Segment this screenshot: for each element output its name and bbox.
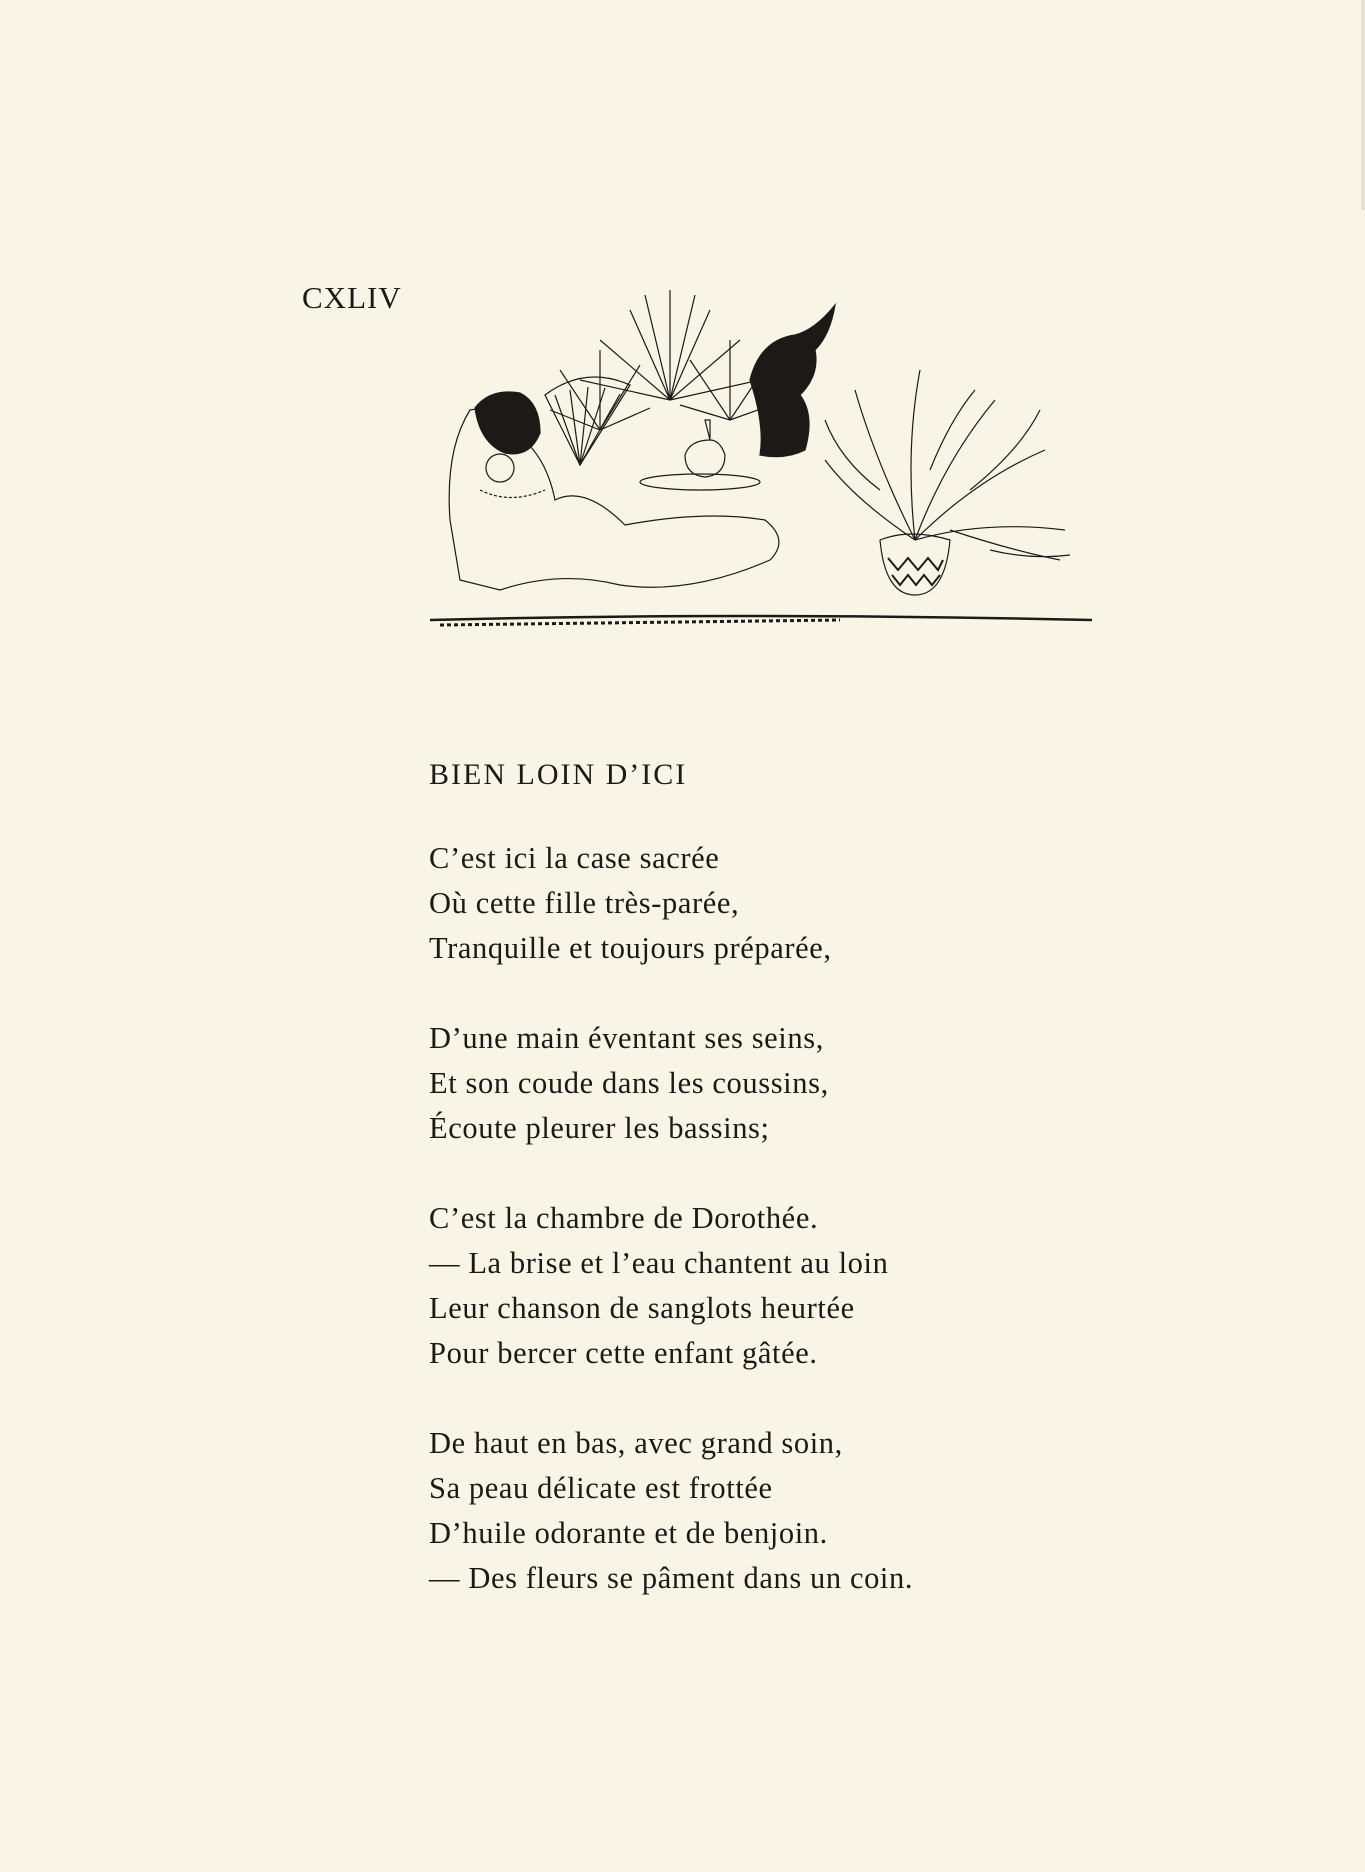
poem-title: BIEN LOIN D’ICI [429, 758, 688, 791]
verse-line: C’est ici la case sacrée [429, 841, 720, 875]
verse-line: Sa peau délicate est frottée [429, 1471, 773, 1505]
verse-line: Tranquille et toujours préparée, [429, 931, 832, 965]
foliage [825, 370, 1070, 560]
vase-icon [685, 420, 725, 477]
stanza [429, 1421, 1129, 1601]
verse-line: Où cette fille très-parée, [429, 886, 740, 920]
verse-line: Pour bercer cette enfant gâtée. [429, 1336, 818, 1370]
page-edge [1361, 0, 1365, 210]
verse-line: D’huile odorante et de benjoin. [429, 1516, 828, 1550]
verse-line: — Des fleurs se pâment dans un coin. [429, 1561, 914, 1595]
engraving-illustration [430, 290, 1092, 682]
verse-line: D’une main éventant ses seins, [429, 1021, 824, 1055]
verse-line: Leur chanson de sanglots heurtée [429, 1291, 855, 1325]
verse-line: C’est la chambre de Dorothée. [429, 1201, 819, 1235]
stanza [429, 1016, 1129, 1151]
verse-line: Écoute pleurer les bassins; [429, 1111, 770, 1145]
verse-line: — La brise et l’eau chantent au loin [429, 1246, 889, 1280]
palm-burst-icon [550, 290, 780, 430]
stanza [429, 1196, 1129, 1376]
poem-number: CXLIV [302, 280, 402, 315]
ground-line [430, 616, 1092, 620]
stanza [429, 836, 1129, 971]
poem [429, 758, 1129, 1646]
verse-line: Et son coude dans les coussins, [429, 1066, 829, 1100]
verse-line: De haut en bas, avec grand soin, [429, 1426, 843, 1460]
servant-figure [750, 305, 835, 457]
plant-pot-icon [880, 534, 950, 595]
